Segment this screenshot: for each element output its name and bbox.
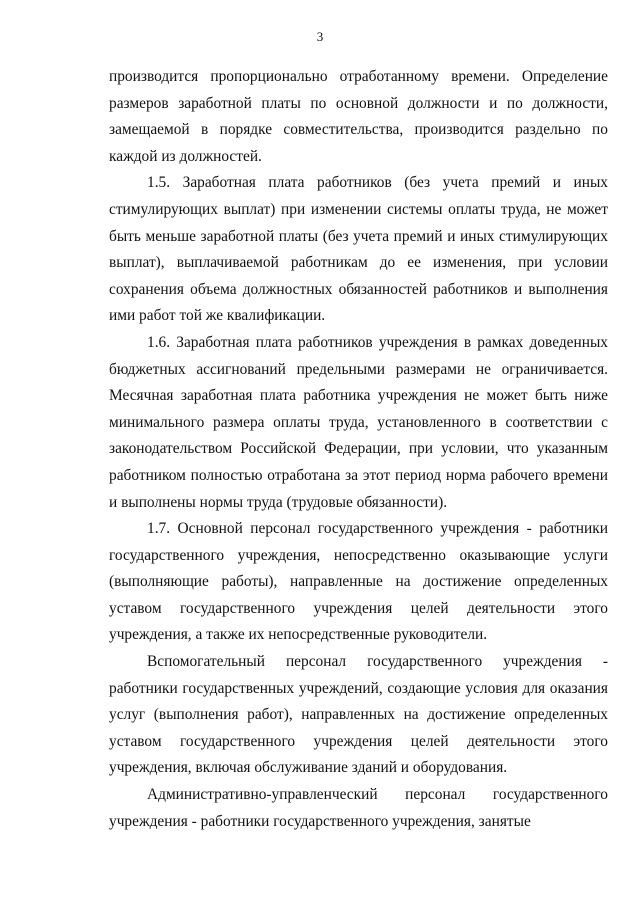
page-number: 3 xyxy=(316,29,324,44)
paragraph-1-6: 1.6. Заработная плата работников учреждения в рамках доведенных бюджетных ассигнований предельными размерами не ограничивается. Месячная заработная плата работника учреждения не может быть ниже минимального размера оплаты труда, установленного в соответствии с законодательством Российской Федерации, при условии, что указанным работником полностью отработана за этот период норма рабочего времени и выполнены нормы труда (трудовые обязанности). xyxy=(109,333,608,511)
paragraph-1-5: 1.5. Заработная плата работников (без учета премий и иных стимулирующих выплат) при изменении системы оплаты труда, не может быть меньше заработной платы (без учета премий и иных стимулирующих выплат), выплачиваемой работникам до ее изменения, при условии сохранения объема должностных обязанностей работников и выполнения ими работ той же квалификации. xyxy=(109,174,608,325)
paragraph-continuation: производится пропорционально отработанному времени. Определение размеров заработной платы по основной должности и по должности, замещаемой в порядке совместительства, производится раздельно по каждой из должностей. xyxy=(109,68,608,165)
paragraph-auxiliary-staff: Вспомогательный персонал государственного учреждения - работники государственных учреждений, создающие условия для оказания услуг (выполнения работ), направленных на достижение определенных уставом государственного учреждения целей деятельности этого учреждения, включая обслуживание зданий и оборудования. xyxy=(109,653,608,777)
paragraph-1-7: 1.7. Основной персонал государственного учреждения - работники государственного учреждения, непосредственно оказывающие услуги (выполняющие работы), направленные на достижение определенных уставом государственного учреждения целей деятельности этого учреждения, а также их непосредственные руководители. xyxy=(109,520,608,644)
document-body xyxy=(109,64,608,835)
paragraph-admin-staff: Административно-управленческий персонал государственного учреждения - работники государственного учреждения, занятые xyxy=(109,786,608,830)
